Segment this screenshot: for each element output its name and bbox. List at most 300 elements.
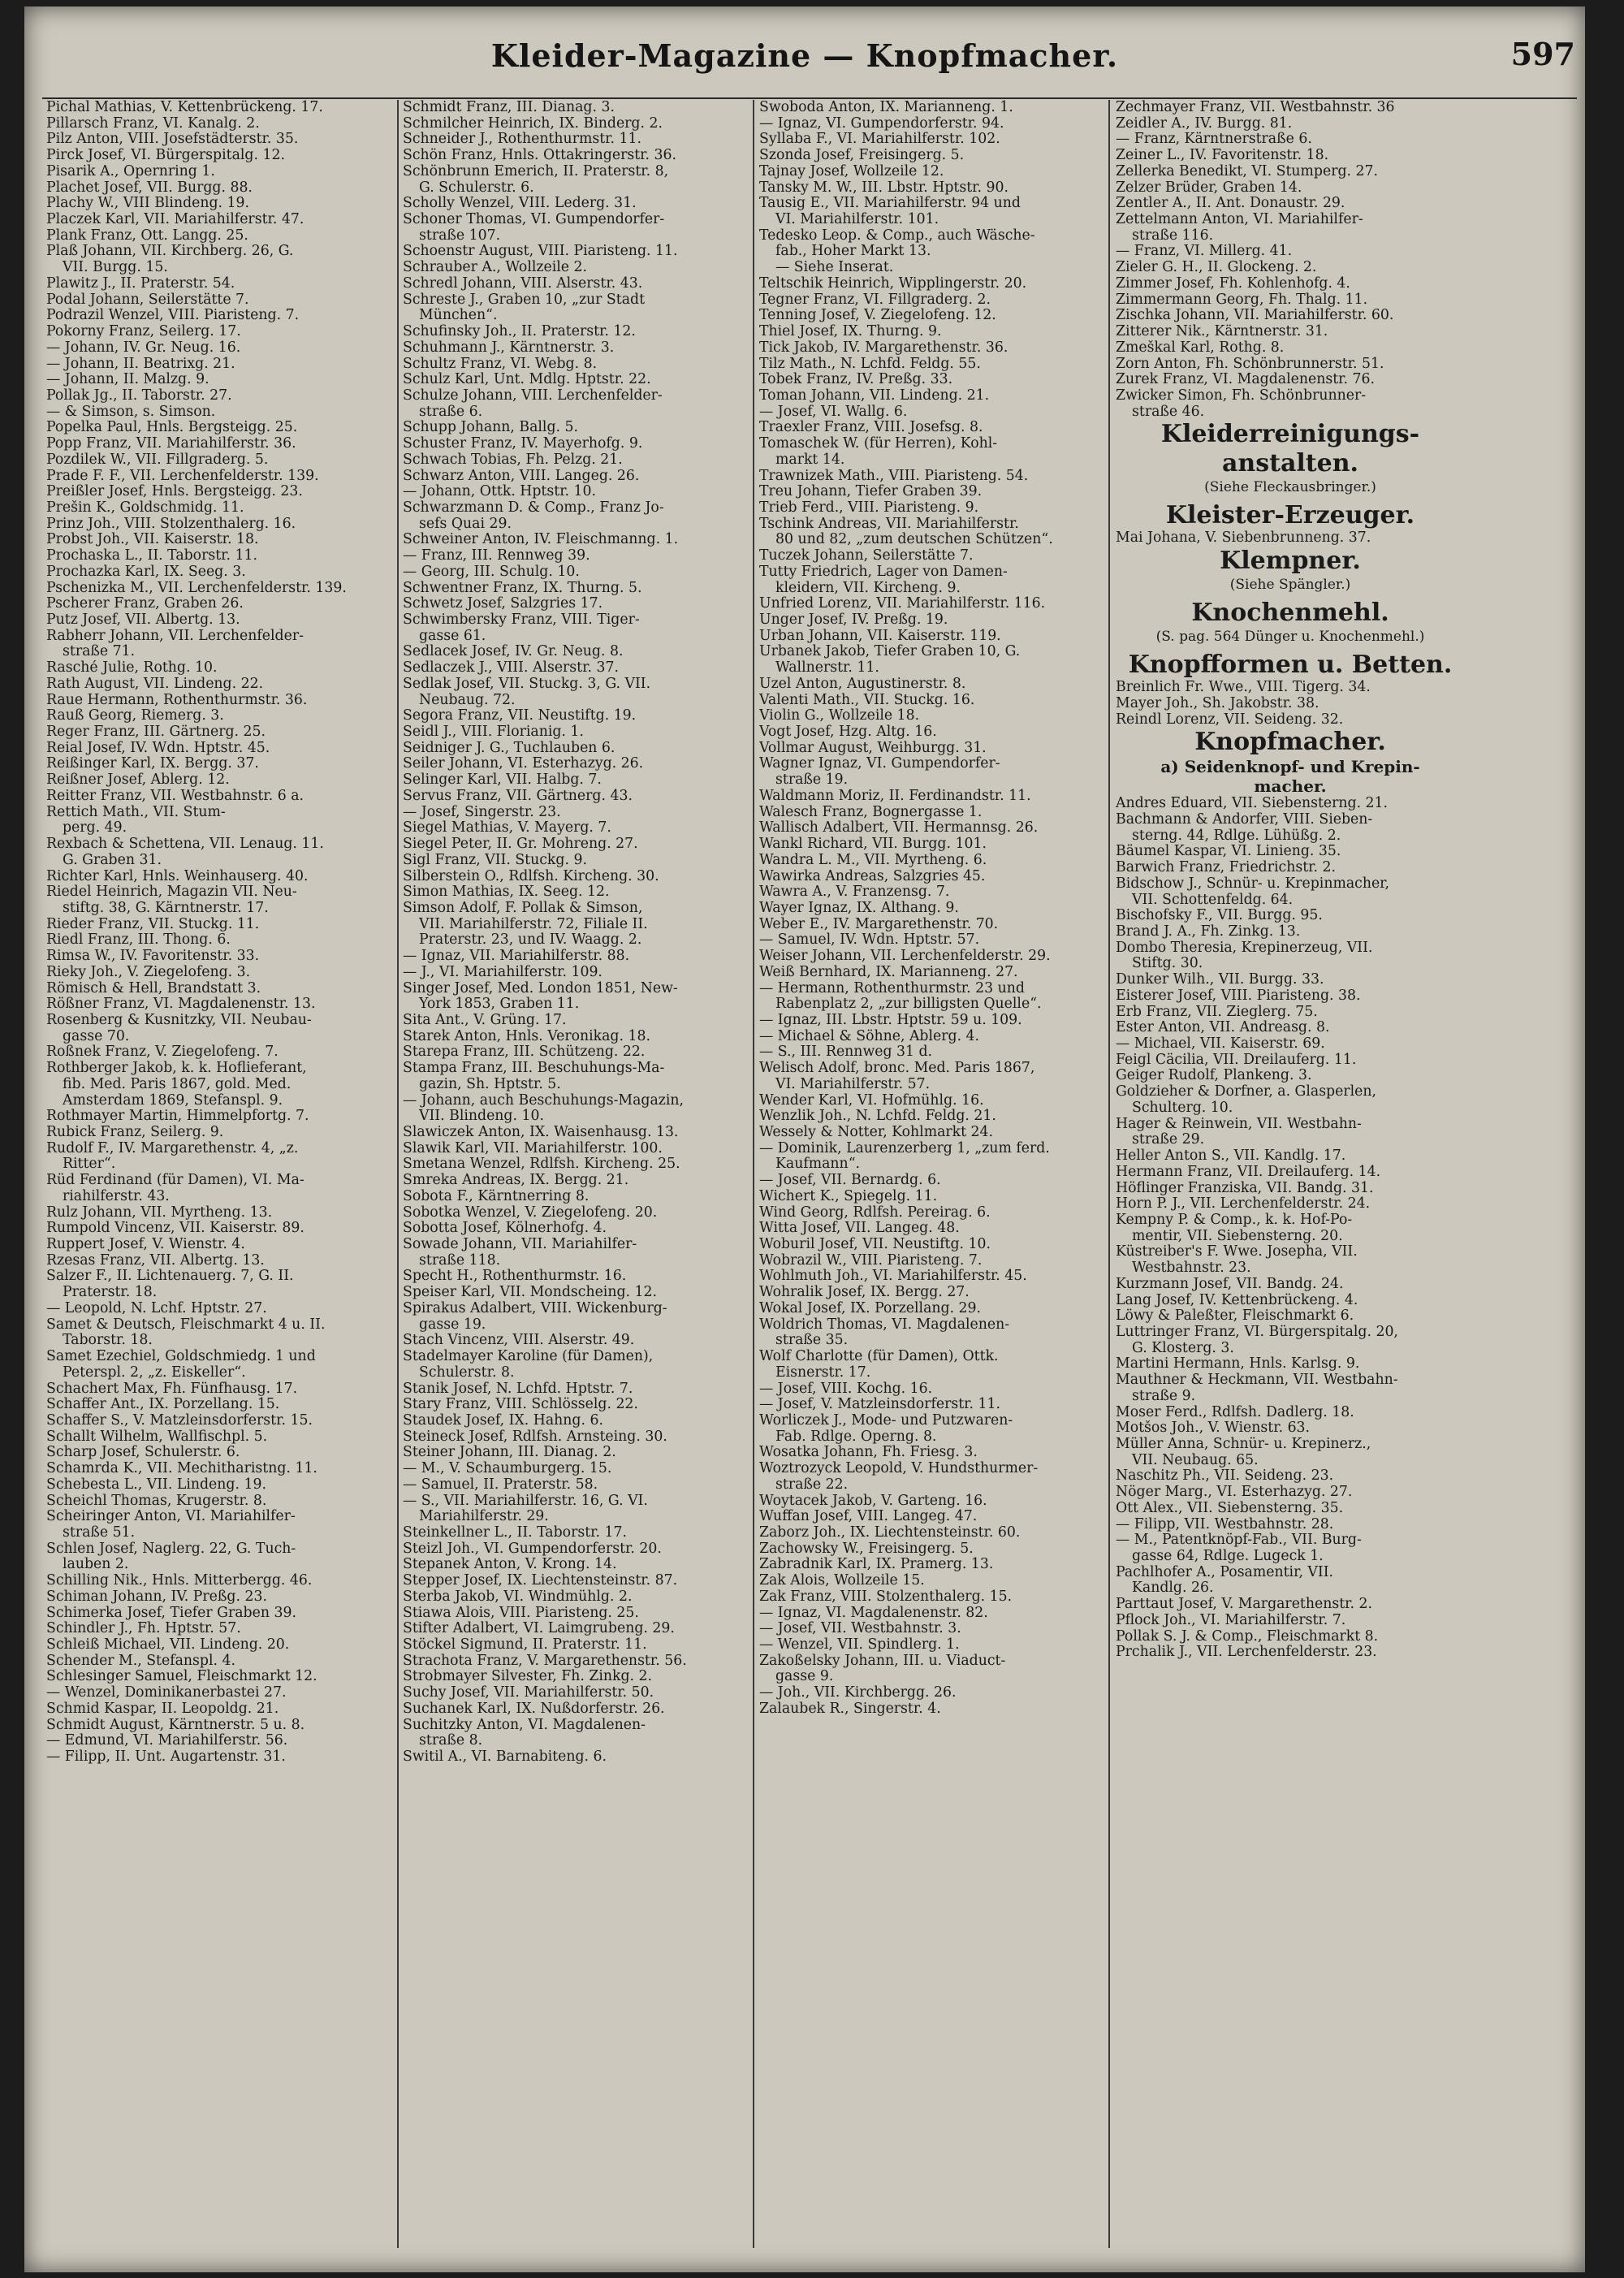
directory-entry: fib. Med. Paris 1867, gold. Med. (63, 1076, 292, 1092)
directory-entry: Wuffan Josef, VIII. Langeg. 47. (759, 1509, 978, 1525)
column-divider (753, 100, 754, 2248)
directory-entry: Goldzieher & Dorfner, a. Glasperlen, (1116, 1084, 1376, 1100)
directory-entry: Rieder Franz, VII. Stuckg. 11. (46, 916, 260, 932)
directory-entry: Scheichl Thomas, Krugerstr. 8. (46, 1493, 267, 1509)
directory-entry: Plawitz J., II. Praterstr. 54. (46, 275, 235, 292)
directory-entry: Waldmann Moriz, II. Ferdinandstr. 11. (759, 788, 1031, 804)
directory-entry: Schultz Franz, VI. Webg. 8. (403, 356, 598, 372)
directory-entry: gazin, Sh. Hptstr. 5. (419, 1076, 561, 1092)
directory-entry: Barwich Franz, Friedrichstr. 2. (1116, 860, 1336, 876)
directory-entry: Violin G., Wollzeile 18. (759, 708, 920, 724)
directory-entry: Rößner Franz, VI. Magdalenenstr. 13. (46, 996, 316, 1013)
directory-entry: Plachy W., VIII Blindeng. 19. (46, 196, 250, 212)
column-4 (1116, 100, 1465, 1661)
directory-entry: Schaffer Ant., IX. Porzellang. 15. (46, 1397, 280, 1413)
directory-entry: Spirakus Adalbert, VIII. Wickenburg- (403, 1300, 667, 1316)
directory-entry: — Ignaz, VII. Mariahilferstr. 88. (403, 949, 630, 965)
directory-entry: riahilferstr. 43. (63, 1188, 170, 1204)
directory-entry: VII. Schottenfeldg. 64. (1132, 892, 1294, 908)
directory-entry: Zieler G. H., II. Glockeng. 2. (1116, 260, 1317, 276)
directory-entry: Zeiner L., IV. Favoritenstr. 18. (1116, 148, 1329, 164)
directory-entry: Schneider J., Rothenthurmstr. 11. (403, 132, 641, 148)
directory-entry: Pollak S. J. & Comp., Fleischmarkt 8. (1116, 1628, 1379, 1645)
directory-entry: Pscherer Franz, Graben 26. (46, 596, 244, 612)
directory-entry: Strachota Franz, V. Margarethenstr. 56. (403, 1653, 687, 1669)
directory-entry: Zelzer Brüder, Graben 14. (1116, 179, 1302, 196)
directory-entry: VII. Burgg. 15. (63, 260, 168, 276)
directory-entry: Weiser Johann, VII. Lerchenfelderstr. 29. (759, 949, 1051, 965)
directory-entry: Unger Josef, IV. Preßg. 19. (759, 612, 948, 628)
directory-entry: Preißler Josef, Hnls. Bergsteigg. 23. (46, 484, 303, 500)
directory-entry: — M., V. Schaumburgerg. 15. (403, 1461, 612, 1477)
section-note: (S. pag. 564 Dünger u. Knochenmehl.) (1155, 629, 1425, 646)
directory-entry: — Joh., VII. Kirchbergg. 26. (759, 1685, 957, 1701)
directory-entry: Erb Franz, VII. Zieglerg. 75. (1116, 1004, 1318, 1020)
directory-entry: — Johann, Ottk. Hptstr. 10. (403, 484, 597, 500)
directory-entry: — Siehe Inserat. (775, 260, 894, 276)
directory-entry: Samet Ezechiel, Goldschmiedg. 1 und (46, 1349, 316, 1365)
directory-entry: Nöger Marg., VI. Esterhazyg. 27. (1116, 1485, 1353, 1501)
directory-entry: Schilling Nik., Hnls. Mitterbergg. 46. (46, 1573, 313, 1589)
directory-entry: Syllaba F., VI. Mariahilferstr. 102. (759, 132, 1000, 148)
directory-entry: Woztrozyck Leopold, V. Hundsthurmer- (759, 1461, 1039, 1477)
directory-entry: G. Graben 31. (63, 852, 162, 868)
directory-entry: Stiftg. 30. (1132, 956, 1203, 972)
directory-entry: Römisch & Hell, Brandstatt 3. (46, 980, 261, 996)
directory-entry: Wobrazil W., VIII. Piaristeng. 7. (759, 1252, 983, 1269)
directory-entry: Woytacek Jakob, V. Garteng. 16. (759, 1493, 987, 1509)
directory-entry: Sedlaczek J., VIII. Alserstr. 37. (403, 660, 619, 676)
directory-entry: Swoboda Anton, IX. Marianneng. 1. (759, 100, 1013, 115)
directory-entry: Trawnizek Math., VIII. Piaristeng. 54. (759, 468, 1029, 484)
directory-entry: gasse 70. (63, 1028, 130, 1044)
directory-entry: VII. Mariahilferstr. 72, Filiale II. (419, 916, 648, 932)
directory-entry: Eisterer Josef, VIII. Piaristeng. 38. (1116, 988, 1361, 1004)
directory-entry: Rosenberg & Kusnitzky, VII. Neubau- (46, 1012, 312, 1028)
directory-entry: straße 118. (419, 1252, 501, 1269)
directory-entry: — Georg, III. Schulg. 10. (403, 564, 580, 580)
directory-entry: Tutty Friedrich, Lager von Damen- (759, 564, 1008, 580)
directory-entry: Scholly Wenzel, VIII. Lederg. 31. (403, 196, 637, 212)
directory-entry: Luttringer Franz, VI. Bürgerspitalg. 20, (1116, 1324, 1398, 1340)
directory-entry: Wawra A., V. Franzensg. 7. (759, 884, 950, 901)
directory-entry: — Edmund, VI. Mariahilferstr. 56. (46, 1733, 288, 1749)
directory-entry: Rzesas Franz, VII. Albertg. 13. (46, 1252, 265, 1269)
directory-entry: Schreste J., Graben 10, „zur Stadt (403, 292, 646, 308)
column-2 (403, 100, 752, 1766)
directory-entry: Traexler Franz, VIII. Josefsg. 8. (759, 420, 983, 436)
directory-entry: Schender M., Stefanspl. 4. (46, 1653, 235, 1669)
directory-entry: — M., Patentknöpf-Fab., VII. Burg- (1116, 1532, 1362, 1549)
directory-entry: Selinger Karl, VII. Halbg. 7. (403, 772, 602, 789)
directory-entry: Andres Eduard, VII. Siebensterng. 21. (1116, 796, 1389, 812)
directory-entry: — Dominik, Laurenzerberg 1, „zum ferd. (759, 1140, 1050, 1156)
directory-entry: Reindl Lorenz, VII. Seideng. 32. (1116, 711, 1344, 728)
directory-entry: Staudek Josef, IX. Hahng. 6. (403, 1412, 603, 1429)
directory-entry: Zwicker Simon, Fh. Schönbrunner- (1116, 387, 1367, 404)
directory-entry: Mai Johana, V. Siebenbrunneng. 37. (1116, 530, 1371, 547)
directory-entry: VII. Neubaug. 65. (1132, 1452, 1259, 1468)
directory-entry: Zeidler A., IV. Burgg. 81. (1116, 115, 1293, 132)
directory-entry: Breinlich Fr. Wwe., VIII. Tigerg. 34. (1116, 680, 1371, 696)
directory-entry: Sobota F., Kärntnerring 8. (403, 1188, 590, 1204)
directory-entry: Schufinsky Joh., II. Praterstr. 12. (403, 324, 636, 340)
directory-entry: Plank Franz, Ott. Langg. 25. (46, 227, 248, 244)
directory-entry: Pisarik A., Opernring 1. (46, 163, 215, 179)
directory-entry: Tajnay Josef, Wollzeile 12. (759, 163, 944, 179)
directory-entry: Dombo Theresia, Krepinerzeug, VII. (1116, 940, 1373, 956)
directory-entry: Schachert Max, Fh. Fünfhausg. 17. (46, 1381, 298, 1397)
directory-entry: Rüd Ferdinand (für Damen), VI. Ma- (46, 1173, 304, 1189)
directory-entry: Rimsa W., IV. Favoritenstr. 33. (46, 949, 260, 965)
directory-entry: Uzel Anton, Augustinerstr. 8. (759, 676, 966, 692)
directory-entry: — Johann, II. Beatrixg. 21. (46, 356, 235, 372)
directory-entry: Stadelmayer Karoline (für Damen), (403, 1349, 654, 1365)
directory-entry: Dunker Wilh., VII. Burgg. 33. (1116, 972, 1324, 988)
directory-entry: Schebesta L., VII. Lindeng. 19. (46, 1476, 266, 1493)
directory-entry: Wayer Ignaz, IX. Althang. 9. (759, 900, 959, 916)
directory-entry: Urban Johann, VII. Kaiserstr. 119. (759, 628, 1001, 644)
directory-entry: Pillarsch Franz, VI. Kanalg. 2. (46, 115, 260, 132)
directory-entry: Seidniger J. G., Tuchlauben 6. (403, 740, 615, 756)
header-rule (42, 97, 1577, 99)
directory-entry: Ott Alex., VII. Siebensterng. 35. (1116, 1500, 1344, 1516)
directory-entry: gasse 19. (419, 1316, 486, 1333)
directory-entry: G. Schulerstr. 6. (419, 179, 534, 196)
directory-entry: Schrauber A., Wollzeile 2. (403, 260, 587, 276)
directory-entry: Raue Hermann, Rothenthurmstr. 36. (46, 692, 308, 708)
directory-entry: — Johann, II. Malzg. 9. (46, 372, 209, 388)
directory-entry: Löwy & Paleßter, Fleischmarkt 6. (1116, 1308, 1354, 1325)
directory-entry: Starepa Franz, III. Schützeng. 22. (403, 1044, 646, 1061)
section-heading: Knochenmehl. (1191, 599, 1389, 628)
directory-entry: Rexbach & Schettena, VII. Lenaug. 11. (46, 836, 324, 853)
directory-entry: Suchy Josef, VII. Mariahilferstr. 50. (403, 1685, 654, 1701)
directory-entry: Reißner Josef, Ablerg. 12. (46, 772, 230, 789)
directory-entry: Ester Anton, VII. Andreasg. 8. (1116, 1020, 1330, 1036)
directory-entry: Pokorny Franz, Seilerg. 17. (46, 324, 241, 340)
directory-entry: Walesch Franz, Bognergasse 1. (759, 804, 983, 820)
directory-entry: Schön Franz, Hnls. Ottakringerstr. 36. (403, 148, 676, 164)
directory-entry: Treu Johann, Tiefer Graben 39. (759, 484, 983, 500)
directory-entry: Schaffer S., V. Matzleinsdorferstr. 15. (46, 1412, 313, 1429)
directory-entry: Schwach Tobias, Fh. Pelzg. 21. (403, 452, 623, 468)
directory-entry: Schulterg. 10. (1132, 1100, 1233, 1116)
directory-entry: Tomaschek W. (für Herren), Kohl- (759, 436, 998, 452)
section-heading: Knopfmacher. (1194, 728, 1386, 757)
section-heading: anstalten. (1221, 449, 1359, 478)
directory-entry: straße 116. (1132, 227, 1214, 244)
directory-entry: straße 6. (419, 404, 483, 420)
directory-entry: Wankl Richard, VII. Burgg. 101. (759, 836, 987, 853)
directory-entry: Stary Franz, VIII. Schlösselg. 22. (403, 1397, 638, 1413)
directory-entry: Schredl Johann, VIII. Alserstr. 43. (403, 275, 643, 292)
section-note: (Siehe Fleckausbringer.) (1204, 479, 1376, 496)
directory-entry: Prešin K., Goldschmidg. 11. (46, 499, 244, 516)
directory-entry: — Wenzel, VII. Spindlerg. 1. (759, 1637, 960, 1653)
directory-entry: Rieky Joh., V. Ziegelofeng. 3. (46, 964, 251, 980)
directory-entry: Scharp Josef, Schulerstr. 6. (46, 1445, 240, 1461)
directory-entry: — Josef, VI. Wallg. 6. (759, 404, 908, 420)
directory-entry: Pschenizka M., VII. Lerchenfelderstr. 139. (46, 580, 347, 596)
directory-entry: Schindler J., Fh. Hptstr. 57. (46, 1621, 241, 1637)
directory-entry: Mauthner & Heckmann, VII. Westbahn- (1116, 1372, 1398, 1389)
directory-entry: Podal Johann, Seilerstätte 7. (46, 292, 249, 308)
page-header (24, 31, 1585, 80)
directory-entry: Zakoßelsky Johann, III. u. Viaduct- (759, 1653, 1006, 1669)
directory-entry: Heller Anton S., VII. Kandlg. 17. (1116, 1148, 1346, 1165)
directory-entry: Schönbrunn Emerich, II. Praterstr. 8, (403, 163, 669, 179)
directory-entry: Reitter Franz, VII. Westbahnstr. 6 a. (46, 788, 304, 804)
directory-entry: Podrazil Wenzel, VIII. Piaristeng. 7. (46, 308, 300, 324)
directory-entry: Sterba Jakob, VI. Windmühlg. 2. (403, 1589, 633, 1605)
directory-entry: Speiser Karl, VII. Mondscheing. 12. (403, 1285, 657, 1301)
directory-entry: Tenning Josef, V. Ziegelofeng. 12. (759, 308, 996, 324)
directory-entry: Salzer F., II. Lichtenauerg. 7, G. II. (46, 1269, 294, 1285)
directory-entry: Praterstr. 23, und IV. Waagg. 2. (419, 932, 642, 949)
directory-entry: Weber E., IV. Margarethenstr. 70. (759, 916, 999, 932)
directory-entry: Zmeškal Karl, Rothg. 8. (1116, 339, 1285, 356)
directory-entry: Tegner Franz, VI. Fillgraderg. 2. (759, 292, 991, 308)
section-heading: Kleister-Erzeuger. (1165, 501, 1415, 530)
directory-entry: Seidl J., VIII. Florianig. 1. (403, 724, 584, 741)
directory-entry: Prochazka Karl, IX. Seeg. 3. (46, 564, 246, 580)
directory-entry: Pflock Joh., VI. Mariahilferstr. 7. (1116, 1612, 1346, 1628)
directory-entry: mentir, VII. Siebensterng. 20. (1132, 1228, 1343, 1244)
directory-entry: Mayer Joh., Sh. Jakobstr. 38. (1116, 695, 1320, 711)
directory-entry: Tschink Andreas, VII. Mariahilferstr. (759, 516, 1019, 532)
directory-entry: Sigl Franz, VII. Stuckg. 9. (403, 852, 587, 868)
directory-entry: Bidschow J., Schnür- u. Krepinmacher, (1116, 875, 1390, 892)
directory-entry: Rabherr Johann, VII. Lerchenfelder- (46, 628, 304, 644)
directory-entry: Welisch Adolf, bronc. Med. Paris 1867, (759, 1061, 1035, 1077)
directory-entry: Sowade Johann, VII. Mariahilfer- (403, 1237, 637, 1253)
column-1 (46, 100, 395, 1766)
directory-entry: Schwarz Anton, VIII. Langeg. 26. (403, 468, 640, 484)
directory-entry: Parttaut Josef, V. Margarethenstr. 2. (1116, 1597, 1373, 1613)
directory-entry: Pirck Josef, VI. Bürgerspitalg. 12. (46, 148, 285, 164)
directory-entry: gasse 9. (775, 1669, 834, 1685)
directory-entry: Placzek Karl, VII. Mariahilferstr. 47. (46, 212, 304, 228)
directory-entry: Sobotka Wenzel, V. Ziegelofeng. 20. (403, 1204, 658, 1221)
directory-entry: — Franz, VI. Millerg. 41. (1116, 244, 1293, 260)
column-divider (1108, 100, 1110, 2248)
directory-entry: Moser Ferd., Rdlfsh. Dadlerg. 18. (1116, 1404, 1354, 1420)
directory-entry: Stiawa Alois, VIII. Piaristeng. 25. (403, 1605, 639, 1621)
directory-entry: — S., III. Rennweg 31 d. (759, 1044, 933, 1061)
directory-entry: Sedlak Josef, VII. Stuckg. 3, G. VII. (403, 676, 651, 692)
directory-entry: straße 107. (419, 227, 501, 244)
directory-entry: — Josef, V. Matzleinsdorferstr. 11. (759, 1397, 1000, 1413)
directory-entry: Tuczek Johann, Seilerstätte 7. (759, 548, 974, 564)
directory-entry: — S., VII. Mariahilferstr. 16, G. VI. (403, 1493, 648, 1509)
directory-entry: — Josef, Singerstr. 23. (403, 804, 561, 820)
directory-entry: Rath August, VII. Lindeng. 22. (46, 676, 264, 692)
directory-entry: straße 35. (775, 1333, 849, 1349)
directory-entry: Rubick Franz, Seilerg. 9. (46, 1125, 224, 1140)
directory-entry: Wohralik Josef, IX. Bergg. 27. (759, 1285, 970, 1301)
directory-entry: York 1853, Graben 11. (419, 996, 580, 1013)
directory-entry: — Franz, III. Rennweg 39. (403, 548, 590, 564)
directory-entry: Schweiner Anton, IV. Fleischmanng. 1. (403, 532, 679, 548)
directory-entry: Steizl Joh., VI. Gumpendorferstr. 20. (403, 1541, 662, 1557)
directory-entry: — Leopold, N. Lchf. Hptstr. 27. (46, 1300, 267, 1316)
directory-entry: VII. Blindeng. 10. (419, 1109, 544, 1125)
directory-entry: Prchalik J., VII. Lerchenfelderstr. 23. (1116, 1645, 1377, 1661)
directory-entry: Schulz Karl, Unt. Mdlg. Hptstr. 22. (403, 372, 651, 388)
directory-entry: Wichert K., Spiegelg. 11. (759, 1188, 938, 1204)
directory-entry: Schwentner Franz, IX. Thurng. 5. (403, 580, 642, 596)
directory-entry: Rudolf F., IV. Margarethenstr. 4, „z. (46, 1140, 299, 1156)
directory-entry: Tick Jakob, IV. Margarethenstr. 36. (759, 339, 1009, 356)
directory-entry: gasse 64, Rdlge. Lugeck 1. (1132, 1549, 1324, 1565)
directory-entry: Singer Josef, Med. London 1851, New- (403, 980, 678, 996)
directory-entry: straße 9. (1132, 1388, 1196, 1404)
running-head: Kleider-Magazine — Knopfmacher. (490, 37, 1119, 74)
directory-entry: Steiner Johann, III. Dianag. 2. (403, 1445, 616, 1461)
column-divider (397, 100, 399, 2248)
directory-entry: Szonda Josef, Freisingerg. 5. (759, 148, 965, 164)
directory-entry: Schamrda K., VII. Mechitharistng. 11. (46, 1461, 317, 1477)
directory-entry: Prade F. F., VII. Lerchenfelderstr. 139. (46, 468, 319, 484)
directory-entry: Siegel Peter, II. Gr. Mohreng. 27. (403, 836, 638, 853)
directory-entry: Neubaug. 72. (419, 692, 516, 708)
directory-entry: Unfried Lorenz, VII. Mariahilferstr. 116. (759, 596, 1046, 612)
directory-entry: Zorn Anton, Fh. Schönbrunnerstr. 51. (1116, 356, 1384, 372)
directory-entry: Peterspl. 2, „z. Eiskeller“. (63, 1364, 246, 1381)
directory-entry: — Johann, auch Beschuhungs-Magazin, (403, 1092, 685, 1109)
directory-entry: Wandra L. M., VII. Myrtheng. 6. (759, 852, 987, 868)
directory-entry: Rasché Julie, Rothg. 10. (46, 660, 218, 676)
directory-entry: Stöckel Sigmund, II. Praterstr. 11. (403, 1637, 647, 1653)
directory-entry: Schuhmann J., Kärntnerstr. 3. (403, 339, 615, 356)
directory-entry: Schwetz Josef, Salzgries 17. (403, 596, 603, 612)
directory-entry: Urbanek Jakob, Tiefer Graben 10, G. (759, 644, 1021, 660)
directory-entry: Lang Josef, IV. Kettenbrückeng. 4. (1116, 1292, 1358, 1308)
directory-entry: Zak Franz, VIII. Stolzenthalerg. 15. (759, 1589, 1013, 1605)
directory-entry: — Josef, VIII. Kochg. 16. (759, 1381, 933, 1397)
directory-entry: Zitterer Nik., Kärntnerstr. 31. (1116, 324, 1328, 340)
directory-entry: Tilz Math., N. Lchfd. Feldg. 55. (759, 356, 981, 372)
directory-entry: Schallt Wilhelm, Wallfischpl. 5. (46, 1429, 268, 1445)
subsection-heading: macher. (1254, 776, 1327, 797)
directory-entry: kleidern, VII. Kircheng. 9. (775, 580, 961, 596)
directory-entry: Probst Joh., VII. Kaiserstr. 18. (46, 532, 259, 548)
directory-entry: Tobek Franz, IV. Preßg. 33. (759, 372, 953, 388)
column-3 (759, 100, 1108, 1718)
directory-entry: Schuster Franz, IV. Mayerhofg. 9. (403, 436, 643, 452)
directory-entry: Zalaubek R., Singerstr. 4. (759, 1701, 941, 1717)
directory-entry: Stach Vincenz, VIII. Alserstr. 49. (403, 1333, 635, 1349)
directory-entry: Zentler A., II. Ant. Donaustr. 29. (1116, 196, 1345, 212)
directory-entry: Servus Franz, VII. Gärtnerg. 43. (403, 788, 633, 804)
directory-entry: stiftg. 38, G. Kärntnerstr. 17. (63, 900, 269, 916)
directory-entry: Prinz Joh., VIII. Stolzenthalerg. 16. (46, 516, 296, 532)
directory-entry: — Samuel, IV. Wdn. Hptstr. 57. (759, 932, 980, 949)
directory-entry: Woburil Josef, VII. Neustiftg. 10. (759, 1237, 991, 1253)
directory-entry: Zaborz Joh., IX. Liechtensteinstr. 60. (759, 1524, 1021, 1541)
directory-entry: Rulz Johann, VII. Myrtheng. 13. (46, 1204, 273, 1221)
directory-entry: Zak Alois, Wollzeile 15. (759, 1573, 925, 1589)
directory-entry: Pozdilek W., VII. Fillgraderg. 5. (46, 452, 269, 468)
directory-entry: Zettelmann Anton, VI. Mariahilfer- (1116, 212, 1363, 228)
directory-entry: Schulze Johann, VIII. Lerchenfelder- (403, 387, 663, 404)
directory-entry: Trieb Ferd., VIII. Piaristeng. 9. (759, 499, 979, 516)
directory-entry: Thiel Josef, IX. Thurng. 9. (759, 324, 942, 340)
directory-entry: Zabradnik Karl, IX. Pramerg. 13. (759, 1557, 994, 1573)
directory-page (24, 6, 1585, 2272)
directory-entry: VI. Mariahilferstr. 57. (775, 1076, 931, 1092)
directory-entry: Horn P. J., VII. Lerchenfelderstr. 24. (1116, 1196, 1371, 1212)
directory-entry: Motšos Joh., V. Wienstr. 63. (1116, 1420, 1311, 1437)
directory-entry: — Samuel, II. Praterstr. 58. (403, 1476, 598, 1493)
directory-entry: Rettich Math., VII. Stum- (46, 804, 226, 820)
directory-entry: Wender Karl, VI. Hofmühlg. 16. (759, 1092, 984, 1109)
directory-entry: Strobmayer Silvester, Fh. Zinkg. 2. (403, 1669, 652, 1685)
directory-entry: Simon Mathias, IX. Seeg. 12. (403, 884, 610, 901)
directory-entry: Müller Anna, Schnür- u. Krepinerz., (1116, 1437, 1371, 1452)
directory-entry: Schlesinger Samuel, Fleischmarkt 12. (46, 1669, 317, 1685)
directory-entry: Zachowsky W., Freisingerg. 5. (759, 1541, 974, 1557)
directory-entry: Schulerstr. 8. (419, 1364, 515, 1381)
directory-entry: Segora Franz, VII. Neustiftg. 19. (403, 708, 637, 724)
directory-entry: straße 8. (419, 1733, 483, 1749)
directory-entry: Wessely & Notter, Kohlmarkt 24. (759, 1125, 994, 1140)
directory-entry: Richter Karl, Hnls. Weinhauserg. 40. (46, 868, 309, 884)
page-number: 597 (1510, 36, 1575, 72)
directory-entry: Putz Josef, VII. Albertg. 13. (46, 612, 240, 628)
directory-entry: Zimmermann Georg, Fh. Thalg. 11. (1116, 292, 1368, 308)
directory-entry: Schmidt August, Kärntnerstr. 5 u. 8. (46, 1717, 305, 1733)
directory-entry: Wokal Josef, IX. Porzellang. 29. (759, 1300, 982, 1316)
directory-entry: Steineck Josef, Rdlfsh. Arnsteing. 30. (403, 1429, 667, 1445)
directory-entry: Specht H., Rothenthurmstr. 16. (403, 1269, 627, 1285)
directory-entry: Rumpold Vincenz, VII. Kaiserstr. 89. (46, 1221, 304, 1237)
directory-entry: Kandlg. 26. (1132, 1580, 1214, 1597)
directory-entry: Rothmayer Martin, Himmelpfortg. 7. (46, 1109, 309, 1125)
directory-entry: — Franz, Kärntnerstraße 6. (1116, 132, 1312, 148)
section-heading: Klempner. (1220, 547, 1361, 576)
directory-entry: Suchanek Karl, IX. Nußdorferstr. 26. (403, 1701, 665, 1717)
directory-entry: — Ignaz, VI. Magdalenenstr. 82. (759, 1605, 988, 1621)
directory-entry: straße 29. (1132, 1132, 1205, 1148)
directory-entry: Tansky M. W., III. Lbstr. Hptstr. 90. (759, 179, 1009, 196)
directory-entry: Wosatka Johann, Fh. Friesg. 3. (759, 1445, 978, 1461)
directory-entry: — Filipp, VII. Westbahnstr. 28. (1116, 1516, 1334, 1532)
directory-entry: Wolf Charlotte (für Damen), Ottk. (759, 1349, 999, 1365)
directory-entry: Teltschik Heinrich, Wipplingerstr. 20. (759, 275, 1027, 292)
directory-entry: Roßnek Franz, V. Ziegelofeng. 7. (46, 1044, 279, 1061)
directory-entry: Pollak Jg., II. Taborstr. 27. (46, 387, 232, 404)
directory-entry: Schwarzmann D. & Comp., Franz Jo- (403, 499, 664, 516)
directory-entry: Pichal Mathias, V. Kettenbrückeng. 17. (46, 100, 323, 115)
directory-entry: Vollmar August, Weihburgg. 31. (759, 740, 987, 756)
directory-entry: Pilz Anton, VIII. Josefstädterstr. 35. (46, 132, 299, 148)
directory-entry: Kempny P. & Comp., k. k. Hof-Po- (1116, 1212, 1353, 1228)
directory-entry: Steinkellner L., II. Taborstr. 17. (403, 1524, 627, 1541)
directory-entry: Rothberger Jakob, k. k. Hoflieferant, (46, 1061, 307, 1077)
directory-entry: Eisnerstr. 17. (775, 1364, 871, 1381)
directory-entry: Suchitzky Anton, VI. Magdalenen- (403, 1717, 646, 1733)
directory-entry: Siegel Mathias, V. Mayerg. 7. (403, 820, 611, 836)
directory-entry: Weiß Bernhard, IX. Marianneng. 27. (759, 964, 1018, 980)
directory-entry: Worliczek J., Mode- und Putzwaren- (759, 1412, 1013, 1429)
directory-entry: Pachlhofer A., Posamentir, VII. (1116, 1564, 1334, 1580)
directory-entry: Bischofsky F., VII. Burgg. 95. (1116, 908, 1323, 924)
directory-entry: Reißinger Karl, IX. Bergg. 37. (46, 756, 259, 772)
directory-entry: Schoner Thomas, VI. Gumpendorfer- (403, 212, 665, 228)
section-heading: Kleiderreinigungs- (1160, 420, 1420, 449)
